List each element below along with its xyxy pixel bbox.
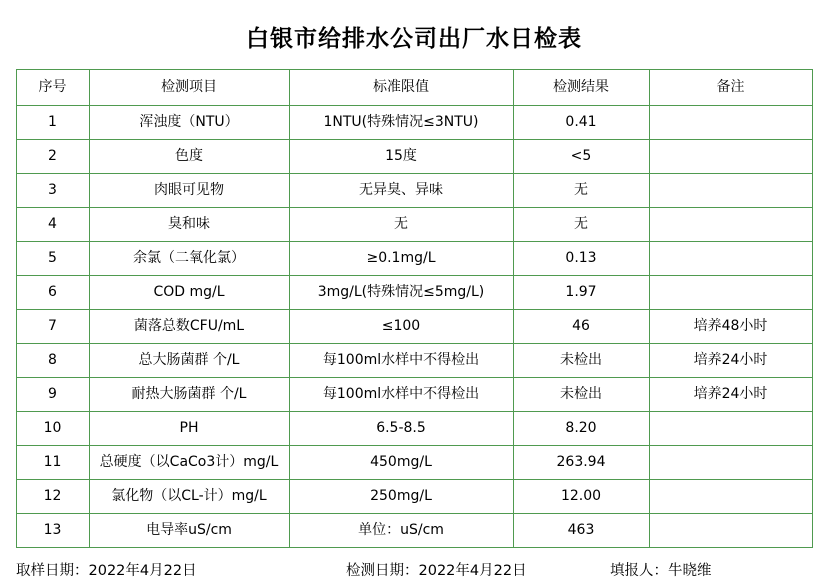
cell-no: 9	[16, 378, 89, 412]
table-row	[16, 412, 812, 446]
cell-item: 总大肠菌群 个/L	[89, 344, 289, 378]
cell-no: 1	[16, 106, 89, 140]
cell-remark	[649, 446, 812, 480]
column-header-result: 检测结果	[513, 70, 649, 106]
cell-item: 浑浊度（NTU）	[89, 106, 289, 140]
column-header-limit: 标准限值	[289, 70, 513, 106]
page-title: 白银市给排水公司出厂水日检表	[246, 26, 582, 52]
column-header-no: 序号	[16, 70, 89, 106]
cell-remark	[649, 208, 812, 242]
cell-remark	[649, 140, 812, 174]
table-row	[16, 446, 812, 480]
cell-remark: 培养24小时	[649, 344, 812, 378]
cell-limit: 15度	[289, 140, 513, 174]
table-row	[16, 310, 812, 344]
cell-remark	[649, 276, 812, 310]
cell-item: 氯化物（以CL-计）mg/L	[89, 480, 289, 514]
column-header-remark: 备注	[649, 70, 812, 106]
cell-item: COD mg/L	[89, 276, 289, 310]
cell-item: 色度	[89, 140, 289, 174]
table-row	[16, 344, 812, 378]
cell-limit: 每100ml水样中不得检出	[289, 378, 513, 412]
cell-no: 13	[16, 514, 89, 548]
cell-result: 8.20	[513, 412, 649, 446]
cell-limit: 单位：uS/cm	[289, 514, 513, 548]
cell-no: 4	[16, 208, 89, 242]
cell-no: 10	[16, 412, 89, 446]
cell-item: PH	[89, 412, 289, 446]
cell-remark	[649, 174, 812, 208]
cell-no: 5	[16, 242, 89, 276]
table-row	[16, 514, 812, 548]
table-row	[16, 276, 812, 310]
cell-limit: 每100ml水样中不得检出	[289, 344, 513, 378]
cell-limit: 无	[289, 208, 513, 242]
cell-limit: 1NTU(特殊情况≤3NTU)	[289, 106, 513, 140]
water-quality-table	[16, 69, 813, 548]
cell-limit: ≥0.1mg/L	[289, 242, 513, 276]
cell-item: 总硬度（以CaCo3计）mg/L	[89, 446, 289, 480]
testing-date: 检测日期：2022年4月22日	[346, 563, 527, 579]
cell-result: 263.94	[513, 446, 649, 480]
cell-limit: 450mg/L	[289, 446, 513, 480]
cell-result: 无	[513, 208, 649, 242]
cell-no: 6	[16, 276, 89, 310]
table-row	[16, 140, 812, 174]
cell-item: 耐热大肠菌群 个/L	[89, 378, 289, 412]
cell-result: 463	[513, 514, 649, 548]
cell-limit: 6.5-8.5	[289, 412, 513, 446]
cell-limit: 无异臭、异味	[289, 174, 513, 208]
cell-no: 12	[16, 480, 89, 514]
table-row	[16, 106, 812, 140]
cell-result: <5	[513, 140, 649, 174]
cell-remark: 培养48小时	[649, 310, 812, 344]
cell-no: 8	[16, 344, 89, 378]
cell-result: 0.41	[513, 106, 649, 140]
table-row	[16, 174, 812, 208]
table-row	[16, 378, 812, 412]
cell-remark	[649, 480, 812, 514]
footer	[16, 559, 812, 583]
table-row	[16, 480, 812, 514]
column-header-item: 检测项目	[89, 70, 289, 106]
cell-no: 11	[16, 446, 89, 480]
cell-item: 电导率uS/cm	[89, 514, 289, 548]
cell-result: 1.97	[513, 276, 649, 310]
cell-result: 12.00	[513, 480, 649, 514]
cell-result: 未检出	[513, 378, 649, 412]
cell-remark	[649, 242, 812, 276]
table-row	[16, 208, 812, 242]
cell-no: 3	[16, 174, 89, 208]
sampling-date: 取样日期：2022年4月22日	[16, 563, 197, 579]
reporter: 填报人：牛晓维	[610, 563, 712, 579]
cell-remark	[649, 514, 812, 548]
cell-limit: ≤100	[289, 310, 513, 344]
cell-no: 7	[16, 310, 89, 344]
cell-remark	[649, 106, 812, 140]
cell-no: 2	[16, 140, 89, 174]
cell-remark: 培养24小时	[649, 378, 812, 412]
cell-limit: 3mg/L(特殊情况≤5mg/L)	[289, 276, 513, 310]
cell-limit: 250mg/L	[289, 480, 513, 514]
cell-item: 余氯（二氧化氯）	[89, 242, 289, 276]
cell-item: 菌落总数CFU/mL	[89, 310, 289, 344]
cell-result: 0.13	[513, 242, 649, 276]
table-header-row	[16, 70, 812, 106]
cell-result: 无	[513, 174, 649, 208]
cell-item: 臭和味	[89, 208, 289, 242]
cell-item: 肉眼可见物	[89, 174, 289, 208]
table-row	[16, 242, 812, 276]
cell-remark	[649, 412, 812, 446]
cell-result: 46	[513, 310, 649, 344]
cell-result: 未检出	[513, 344, 649, 378]
